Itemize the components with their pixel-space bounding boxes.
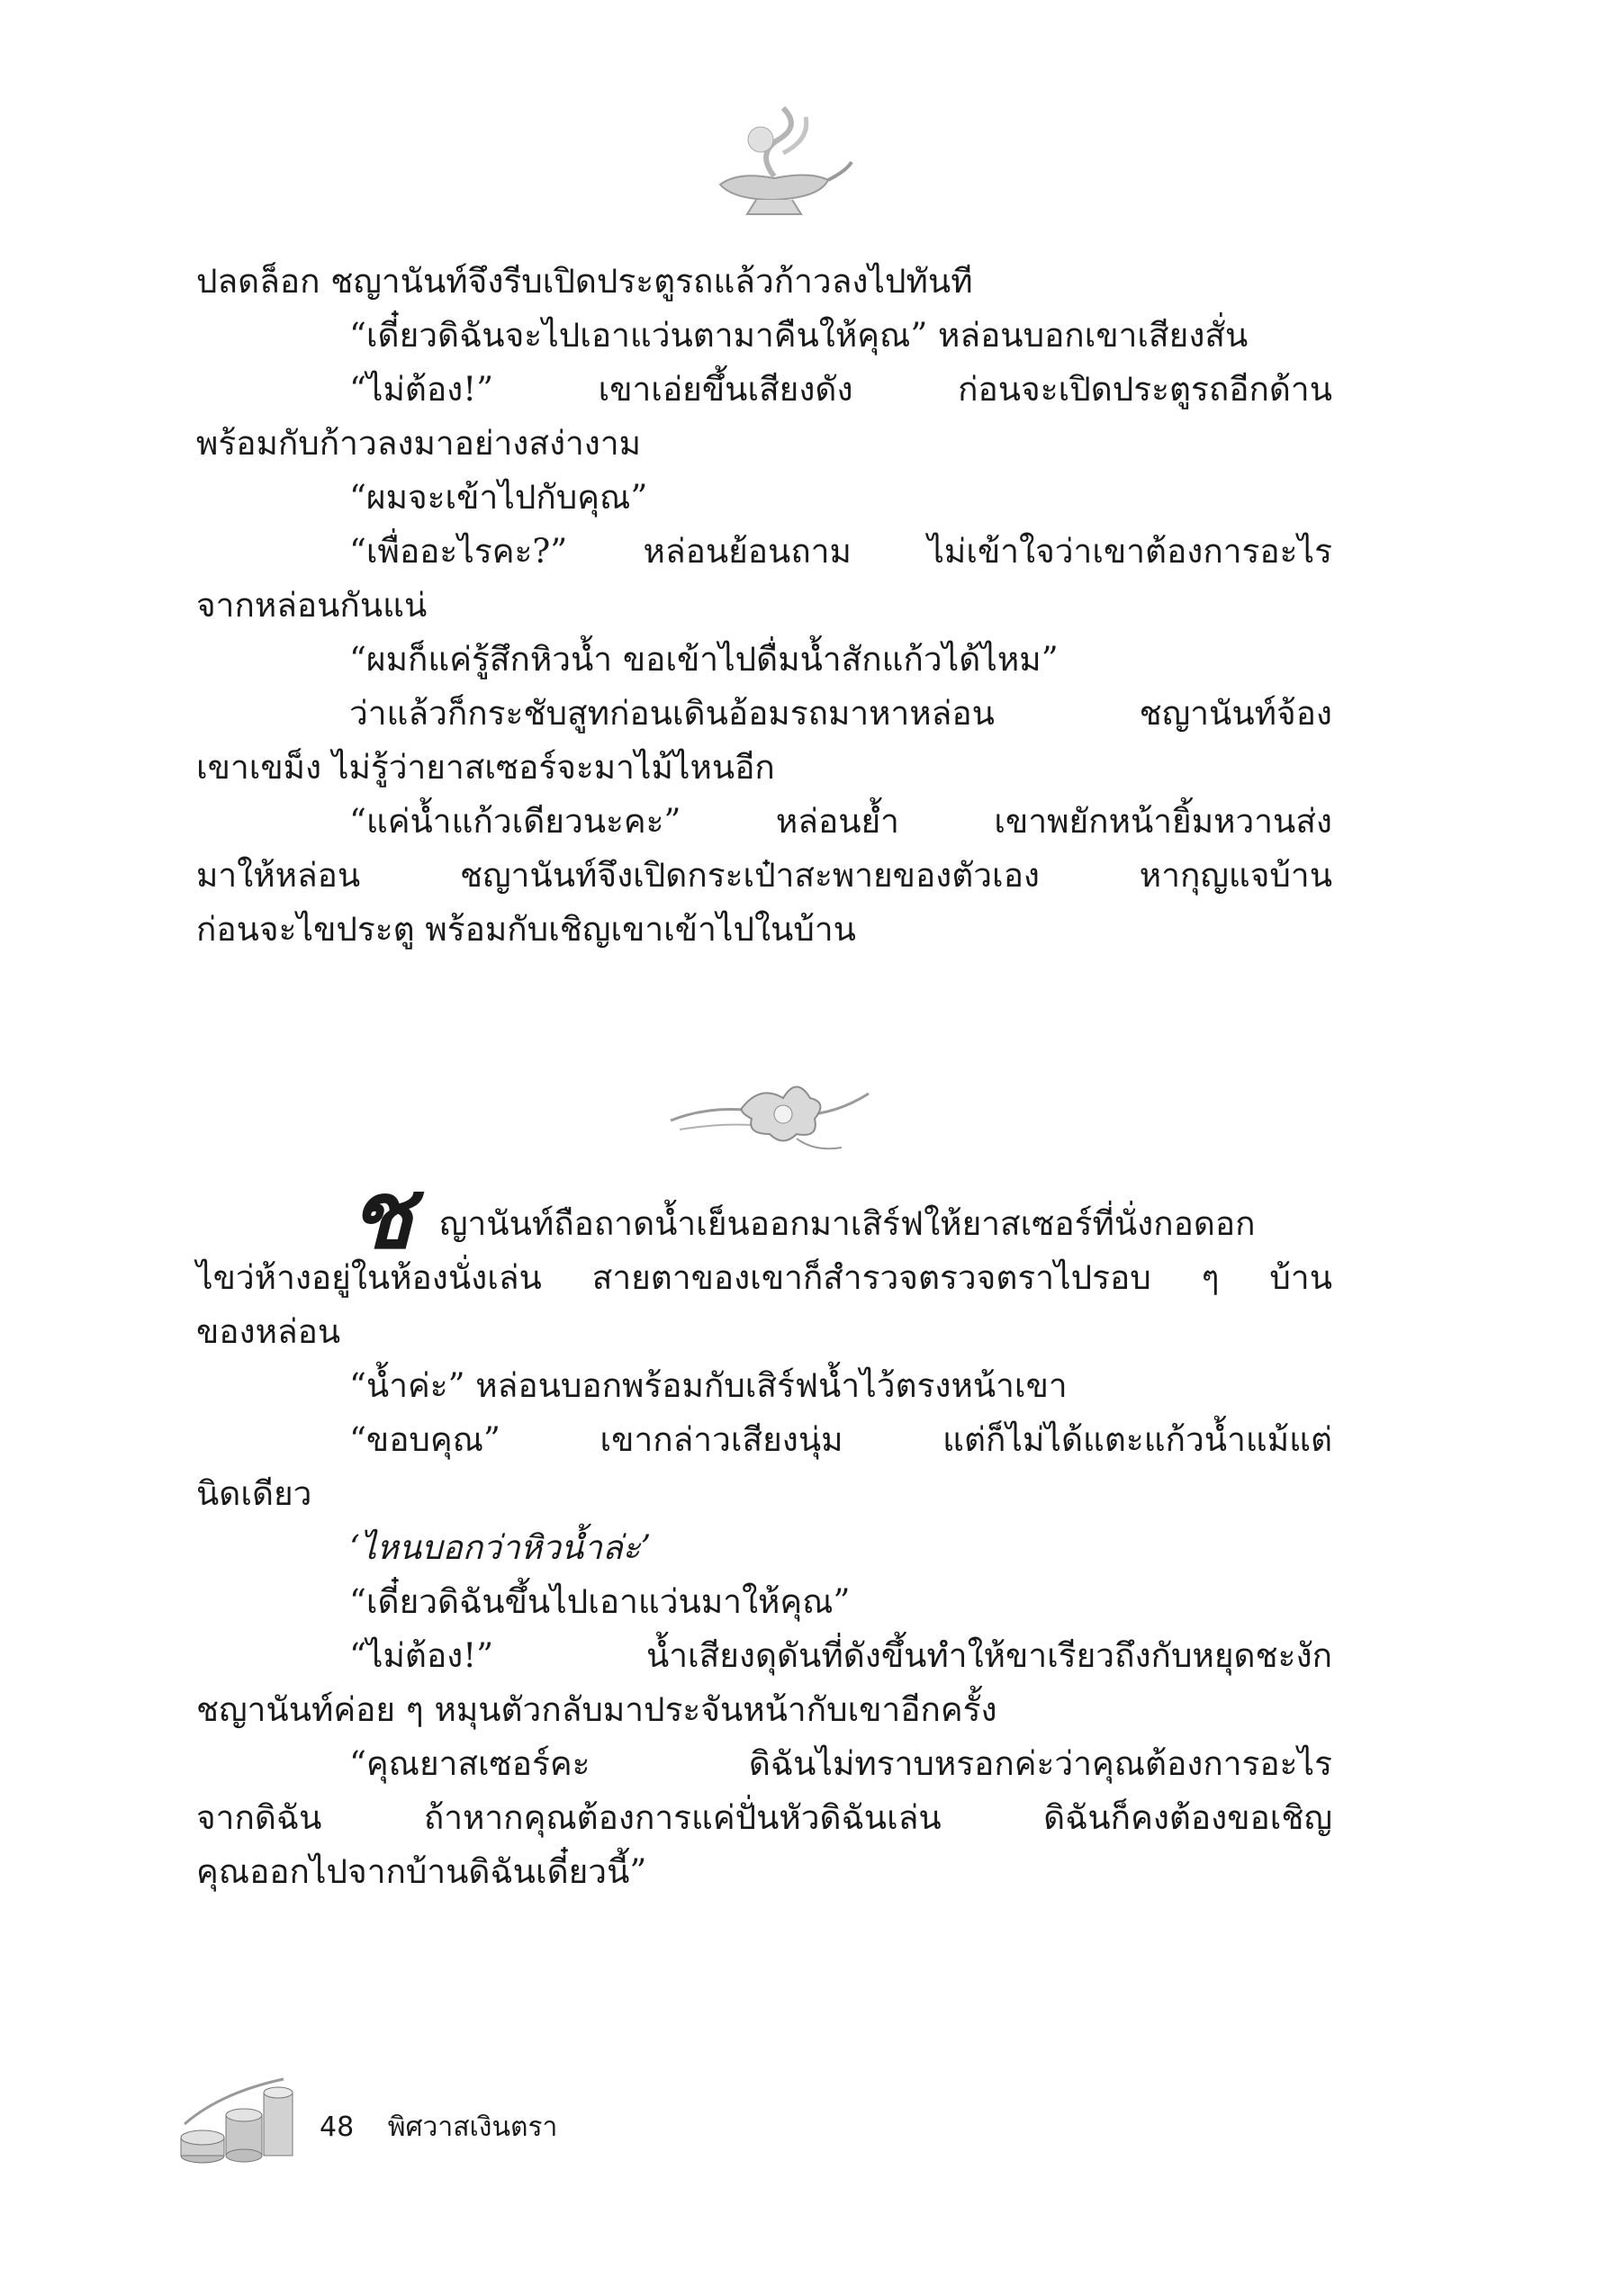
paragraph-line: เขาเขม็ง ไม่รู้ว่ายาสเซอร์จะมาไม้ไหนอีก (196, 748, 775, 787)
paragraph-line: จากดิฉัน ถ้าหากคุณต้องการแค่ปั่นหัวดิฉันเล่น ดิฉันก็คงต้องขอเชิญ (196, 1798, 1332, 1837)
flower-ornament-icon (662, 1058, 878, 1166)
paragraph-line: ไขว่ห้างอยู่ในห้องนั่งเล่น สายตาของเขาก็สำรวจตรวจตราไปรอบ ๆ บ้าน (196, 1258, 1332, 1297)
paragraph-line: “ไม่ต้อง!” เขาเอ่ยขึ้นเสียงดัง ก่อนจะเปิดประตูรถอีกด้าน (349, 370, 1332, 409)
paragraph-line: คุณออกไปจากบ้านดิฉันเดี๋ยวนี้” (196, 1852, 647, 1891)
section-two (196, 1159, 1332, 1899)
paragraph-line: “ขอบคุณ” เขากล่าวเสียงนุ่ม แต่ก็ไม่ได้แตะแก้วน้ำแม้แต่ (349, 1420, 1332, 1459)
drop-cap-continuation: ญานันท์ถือถาดน้ำเย็นออกมาเสิร์ฟให้ยาสเซอร์ที่นั่งกอดอก (439, 1204, 1256, 1243)
paragraph-line: ชญานันท์ค่อย ๆ หมุนตัวกลับมาประจันหน้ากับเขาอีกครั้ง (196, 1690, 997, 1729)
paragraph-line: นิดเดียว (196, 1474, 312, 1513)
paragraph-line: ‘ไหนบอกว่าหิวน้ำล่ะ’ (349, 1528, 652, 1567)
paragraph-line: ก่อนจะไขประตู พร้อมกับเชิญเขาเข้าไปในบ้าน (196, 910, 856, 949)
paragraph-line: “ไม่ต้อง!” น้ำเสียงดุดันที่ดังขึ้นทำให้ขาเรียวถึงกับหยุดชะงัก (349, 1636, 1332, 1675)
paragraph-line: “ผมก็แค่รู้สึกหิวน้ำ ขอเข้าไปดื่มน้ำสักแก้วได้ไหม” (349, 640, 1059, 679)
coin-stack-icon (176, 2075, 297, 2169)
drop-cap: ช (349, 1159, 413, 1270)
paragraph-line: จากหล่อนกันแน่ (196, 586, 428, 625)
page-number: 48 (320, 2111, 355, 2143)
paragraph-line: พร้อมกับก้าวลงมาอย่างสง่างาม (196, 424, 642, 463)
paragraph-line: มาให้หล่อน ชญานันท์จึงเปิดกระเป๋าสะพายของตัวเอง หากุญแจบ้าน (196, 856, 1332, 895)
paragraph-line: “ผมจะเข้าไปกับคุณ” (349, 478, 648, 517)
genie-lamp-icon (693, 99, 855, 225)
paragraph-line: “เดี๋ยวดิฉันขึ้นไปเอาแว่นมาให้คุณ” (349, 1582, 851, 1621)
book-title: พิศวาสเงินตรา (387, 2111, 558, 2143)
paragraph-line: ปลดล็อก ชญานันท์จึงรีบเปิดประตูรถแล้วก้าวลงไปทันที (196, 262, 973, 301)
paragraph-line: “เดี๋ยวดิฉันจะไปเอาแว่นตามาคืนให้คุณ” หล่อนบอกเขาเสียงสั่น (349, 316, 1249, 355)
paragraph-line (196, 1159, 1332, 1270)
paragraph-line: ว่าแล้วก็กระชับสูทก่อนเดินอ้อมรถมาหาหล่อน ชญานันท์จ้อง (349, 694, 1332, 733)
paragraph-line: “น้ำค่ะ” หล่อนบอกพร้อมกับเสิร์ฟน้ำไว้ตรงหน้าเขา (349, 1366, 1068, 1405)
paragraph-line: “คุณยาสเซอร์คะ ดิฉันไม่ทราบหรอกค่ะว่าคุณต้องการอะไร (349, 1744, 1332, 1783)
section-one (196, 255, 1332, 957)
paragraph-line: “แค่น้ำแก้วเดียวนะคะ” หล่อนย้ำ เขาพยักหน้ายิ้มหวานส่ง (349, 802, 1332, 841)
paragraph-line: “เพื่ออะไรคะ?” หล่อนย้อนถาม ไม่เข้าใจว่าเขาต้องการอะไร (349, 532, 1332, 571)
page-footer (320, 2106, 557, 2148)
paragraph-line: ของหล่อน (196, 1312, 341, 1351)
